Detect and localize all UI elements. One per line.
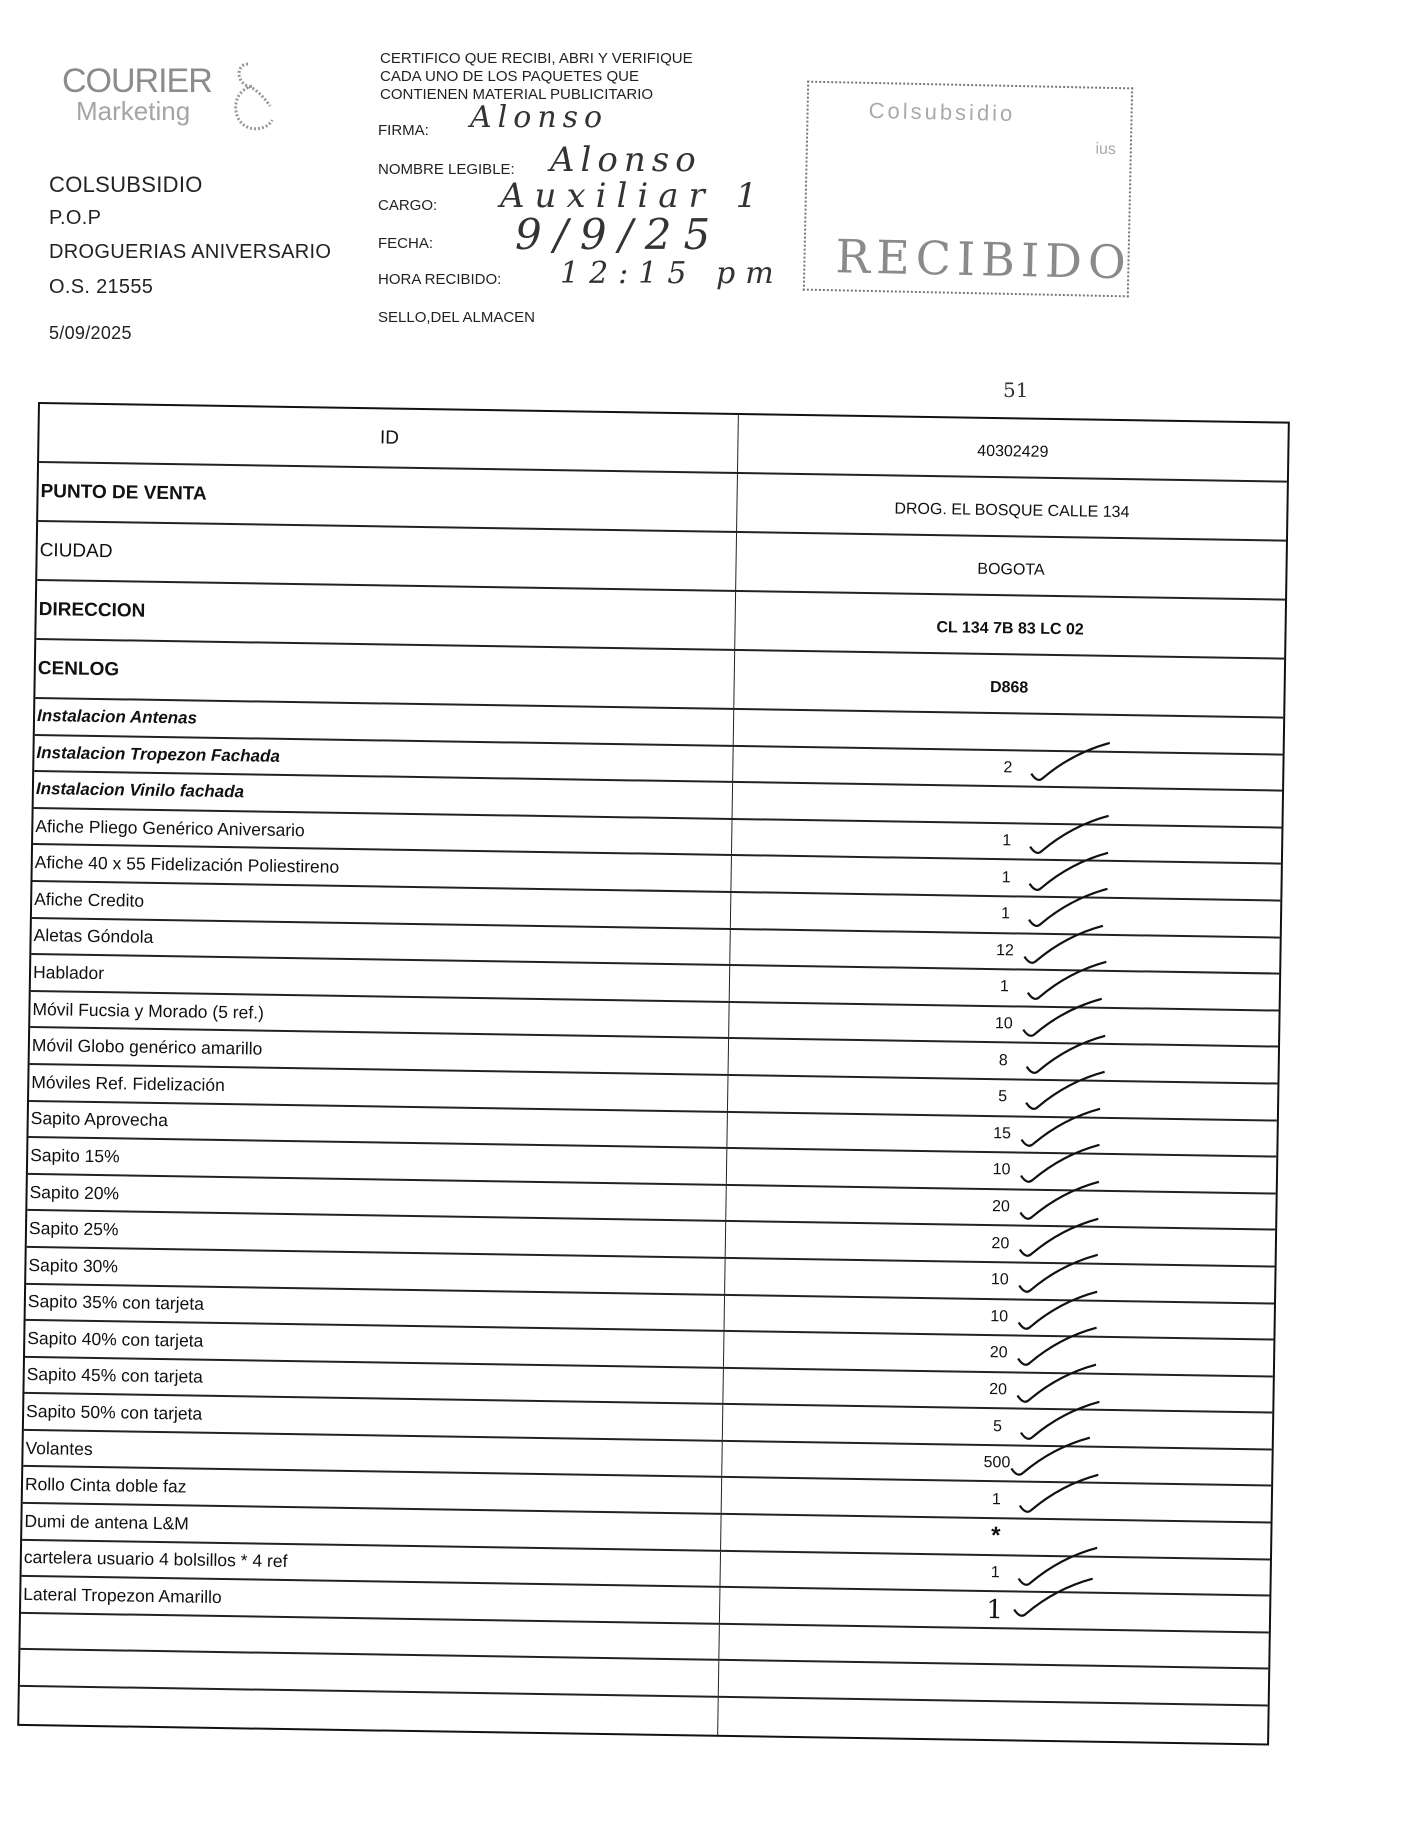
document-date: 5/09/2025	[49, 323, 132, 343]
field-label: ID	[39, 404, 739, 472]
item-quantity-cell	[732, 820, 1281, 863]
hora-label: HORA RECIBIDO:	[378, 271, 502, 288]
item-quantity: 500	[983, 1454, 1010, 1472]
field-label: CIUDAD	[37, 522, 737, 590]
item-quantity-cell	[730, 930, 1279, 973]
item-quantity-cell	[725, 1259, 1274, 1302]
field-label: DIRECCION	[36, 581, 736, 649]
certification-line: CADA UNO DE LOS PAQUETES QUE	[380, 68, 639, 85]
item-quantity-cell	[723, 1405, 1272, 1448]
item-quantity: 2	[1003, 759, 1012, 777]
item-label: Móvil Globo genérico amarillo	[30, 1028, 729, 1074]
item-quantity: 8	[999, 1052, 1008, 1070]
field-value: CL 134 7B 83 LC 02	[936, 618, 1084, 638]
item-quantity-cell	[719, 1625, 1268, 1668]
item-quantity-cell	[721, 1515, 1270, 1558]
item-quantity: 1	[1002, 869, 1011, 887]
item-label: Sapito 25%	[27, 1211, 726, 1257]
logo-text-courier: COURIER	[62, 62, 212, 100]
stamp-side-text: ius	[1095, 140, 1117, 159]
item-quantity: 20	[991, 1235, 1009, 1253]
item-quantity: 1	[992, 1491, 1001, 1509]
order-number: O.S. 21555	[49, 276, 154, 298]
item-label: Sapito 50% con tarjeta	[24, 1394, 723, 1440]
stamp-top-text: Colsubsidio	[868, 97, 1016, 126]
item-label: Lateral Tropezon Amarillo	[21, 1577, 720, 1623]
item-label: Hablador	[31, 955, 730, 1001]
cargo-label: CARGO:	[378, 197, 438, 214]
certification-line: CONTIENEN MATERIAL PUBLICITARIO	[380, 86, 654, 103]
item-quantity: *	[990, 1522, 1001, 1550]
item-quantity-cell	[729, 1039, 1278, 1082]
courier-marketing-logo	[62, 56, 272, 136]
item-quantity: 20	[992, 1198, 1010, 1216]
signature: Alonso	[470, 100, 609, 135]
item-quantity-cell	[734, 710, 1283, 753]
item-label: Afiche 40 x 55 Fidelización Poliestireno	[32, 845, 731, 891]
item-quantity: 1	[1002, 832, 1011, 850]
item-label: Sapito 20%	[27, 1175, 726, 1221]
field-value: 40302429	[977, 442, 1049, 461]
item-quantity-cell	[728, 1076, 1277, 1119]
checkmark-icon	[1008, 1573, 1099, 1624]
item-label: Móvil Fucsia y Morado (5 ref.)	[30, 992, 729, 1038]
nombre-label: NOMBRE LEGIBLE:	[378, 161, 515, 178]
field-value: D868	[989, 678, 1029, 697]
ampersand-logo-icon	[218, 56, 278, 136]
item-quantity-cell	[730, 966, 1279, 1009]
logo-text-marketing: Marketing	[76, 96, 191, 126]
item-label: Instalacion Vinilo fachada	[34, 772, 733, 818]
field-value: DROG. EL BOSQUE CALLE 134	[894, 499, 1130, 521]
certification-line: CERTIFICO QUE RECIBI, ABRI Y VERIFIQUE	[380, 50, 693, 67]
cargo-value: Auxiliar 1	[500, 176, 768, 216]
client-name: COLSUBSIDIO	[49, 172, 203, 197]
item-quantity: 20	[989, 1381, 1007, 1399]
item-label: Sapito 35% con tarjeta	[26, 1284, 725, 1330]
item-quantity-cell	[719, 1661, 1268, 1704]
item-quantity: 10	[995, 1015, 1013, 1033]
item-quantity: 12	[996, 942, 1014, 960]
item-label: Sapito 30%	[26, 1248, 725, 1294]
item-quantity: 20	[990, 1344, 1008, 1362]
fecha-label: FECHA:	[378, 235, 434, 252]
item-label: Instalacion Antenas	[35, 699, 734, 745]
item-label: Móviles Ref. Fidelización	[29, 1065, 728, 1111]
item-quantity-cell	[733, 747, 1282, 790]
item-label: Sapito Aprovecha	[28, 1101, 727, 1147]
item-quantity-cell	[727, 1112, 1276, 1155]
item-quantity-cell	[729, 1003, 1278, 1046]
item-label: Afiche Credito	[32, 882, 731, 928]
item-quantity: 15	[993, 1125, 1011, 1143]
item-label: Afiche Pliego Genérico Aniversario	[33, 809, 732, 855]
item-quantity-cell	[724, 1332, 1273, 1375]
item-label: Sapito 40% con tarjeta	[25, 1321, 724, 1367]
hora-value: 12:15 pm	[560, 256, 784, 291]
item-quantity-cell	[720, 1588, 1269, 1631]
field-label: PUNTO DE VENTA	[38, 463, 738, 531]
item-label: Instalacion Tropezon Fachada	[34, 736, 733, 782]
item-quantity-cell	[731, 893, 1280, 936]
item-quantity-cell	[726, 1222, 1275, 1265]
item-quantity: 5	[993, 1418, 1002, 1436]
page-number: 51	[1003, 378, 1029, 402]
item-quantity-cell	[727, 1149, 1276, 1192]
item-label: cartelera usuario 4 bolsillos * 4 ref	[22, 1541, 721, 1587]
item-quantity: 1	[1001, 905, 1010, 923]
sello-label: SELLO,DEL ALMACEN	[378, 309, 536, 326]
item-quantity-cell	[731, 856, 1280, 899]
item-quantity: 1	[1000, 979, 1009, 997]
nombre-value: Alonso	[550, 140, 702, 180]
item-label: Sapito 45% con tarjeta	[24, 1358, 723, 1404]
item-label: Aletas Góndola	[31, 919, 730, 965]
certification-text	[380, 50, 693, 104]
item-quantity: 10	[992, 1162, 1010, 1180]
checkmark-icon	[1014, 1469, 1105, 1520]
field-value: BOGOTA	[977, 560, 1045, 579]
campaign-name: DROGUERIAS ANIVERSARIO	[49, 241, 332, 263]
field-label: CENLOG	[35, 640, 735, 708]
item-quantity-cell	[718, 1698, 1268, 1743]
item-quantity-cell	[722, 1442, 1271, 1485]
item-quantity-cell	[720, 1552, 1269, 1595]
item-label: Volantes	[23, 1431, 722, 1477]
fecha-value: 9/9/25	[515, 210, 723, 259]
delivery-table	[17, 402, 1290, 1745]
item-quantity: 5	[998, 1088, 1007, 1106]
item-quantity-cell	[723, 1369, 1272, 1412]
item-quantity-cell	[726, 1186, 1275, 1229]
item-label: Sapito 15%	[28, 1138, 727, 1184]
stamp-recibido: RECIBIDO	[834, 229, 1133, 290]
item-quantity: 10	[990, 1308, 1008, 1326]
item-quantity: 1	[986, 1595, 1003, 1625]
checkmark-icon	[1025, 737, 1116, 788]
item-label: Rollo Cinta doble faz	[23, 1467, 722, 1513]
item-quantity-cell	[733, 783, 1282, 826]
item-quantity-cell	[722, 1478, 1271, 1521]
item-quantity: 10	[991, 1271, 1009, 1289]
item-quantity-cell	[725, 1295, 1274, 1338]
firma-label: FIRMA:	[378, 122, 429, 139]
item-label: Dumi de antena L&M	[22, 1504, 721, 1550]
client-type: P.O.P	[49, 207, 102, 229]
received-stamp	[803, 81, 1133, 298]
item-quantity: 1	[991, 1564, 1000, 1582]
